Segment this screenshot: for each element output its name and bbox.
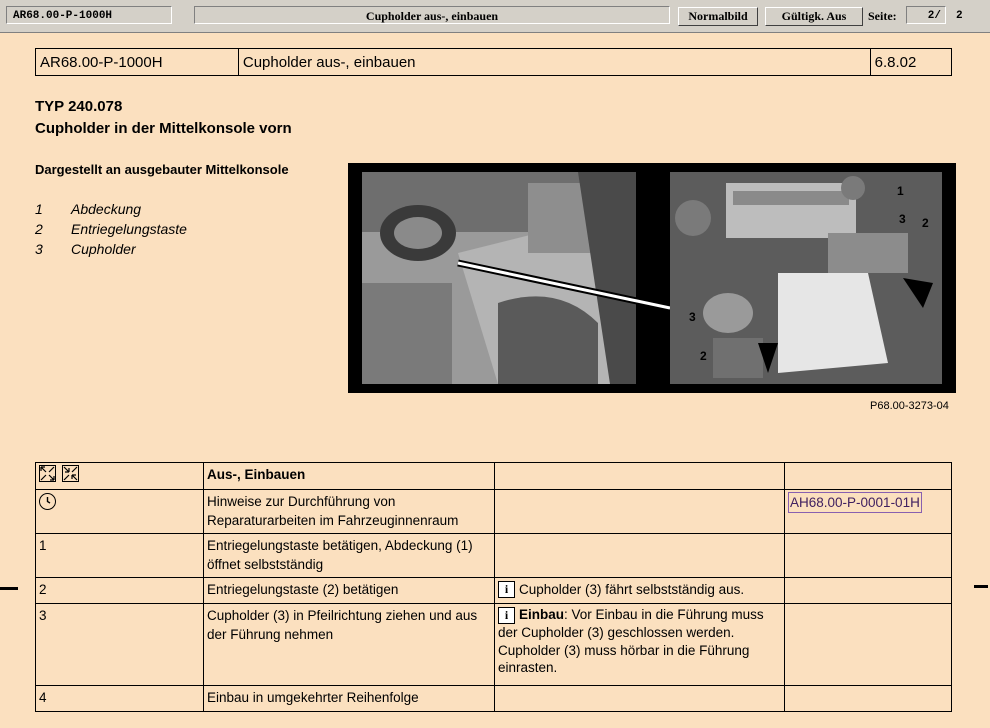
step-note: [495, 578, 785, 604]
figure-callout: 3: [899, 212, 906, 226]
step-note: [495, 534, 785, 578]
page-subtitle: Cupholder in der Mittelkonsole vorn: [35, 120, 292, 137]
legend-label: Entriegelungstaste: [71, 221, 187, 237]
header-version: 6.8.02: [870, 49, 951, 76]
table-row: [36, 490, 952, 534]
toolbar: [0, 0, 990, 33]
typ-line: TYP 240.078: [35, 98, 123, 115]
gueltigkeit-button[interactable]: Gültigk. Aus: [765, 7, 863, 26]
figure-caption: Dargestellt an ausgebauter Mittelkonsole: [35, 162, 289, 177]
page-label: Seite:: [868, 9, 897, 23]
step-number: 3: [36, 604, 204, 686]
header-title: Cupholder aus-, einbauen: [238, 49, 870, 76]
legend-label: Cupholder: [71, 241, 136, 257]
step-number: 4: [36, 686, 204, 712]
legend-number: 3: [35, 241, 43, 257]
hint-clock-icon: [39, 493, 56, 510]
step-number: 1: [36, 534, 204, 578]
page-current-field[interactable]: 2/: [906, 6, 946, 24]
console-photo: [670, 172, 942, 384]
step-note: [495, 604, 785, 686]
doc-id-field: AR68.00-P-1000H: [6, 6, 172, 24]
step-text: Einbau in umgekehrter Reihenfolge: [204, 686, 495, 712]
step-ref-cell: [785, 534, 952, 578]
note-text: Cupholder (3) fährt selbstständig aus.: [519, 582, 745, 597]
reference-link[interactable]: AH68.00-P-0001-01H: [788, 492, 922, 513]
page-total: 2: [956, 10, 963, 22]
step-ref-cell: [785, 604, 952, 686]
expand-all-icon[interactable]: [39, 465, 56, 482]
figure-callout: 1: [897, 184, 904, 198]
step-text: Entriegelungstaste (2) betätigen: [204, 578, 495, 604]
table-header-empty: [785, 463, 952, 490]
step-ref-cell: [785, 578, 952, 604]
step-note: [495, 686, 785, 712]
legend-number: 2: [35, 221, 43, 237]
step-ref-cell: [785, 490, 952, 534]
note-bold-label: Einbau: [519, 607, 565, 622]
table-row: [36, 686, 952, 712]
figure-legend: [35, 201, 187, 261]
legend-item: [35, 201, 187, 221]
step-cell: [36, 490, 204, 534]
note-text: : Vor Einbau in die Führung muss der Cupholder (3) geschlossen werden. Cupholder (3) muss hörbar in die Führung einrasten.: [498, 607, 764, 675]
step-text: Cupholder (3) in Pfeilrichtung ziehen und aus der Führung nehmen: [204, 604, 495, 686]
interior-photo: [362, 172, 636, 384]
info-icon: i: [498, 581, 515, 598]
info-icon: i: [498, 607, 515, 624]
table-row: [36, 604, 952, 686]
step-text: Hinweise zur Durchführung von Reparaturarbeiten im Fahrzeuginnenraum: [204, 490, 495, 534]
step-number: 2: [36, 578, 204, 604]
table-header-empty: [495, 463, 785, 490]
figure-number: P68.00-3273-04: [870, 400, 949, 412]
figure-callout: 3: [689, 310, 696, 324]
figure-callout: 2: [922, 216, 929, 230]
illustration-svg: [348, 163, 956, 393]
table-header-title: Aus-, Einbauen: [204, 463, 495, 490]
step-ref-cell: [785, 686, 952, 712]
left-margin-marker: [0, 587, 18, 590]
normalbild-button[interactable]: Normalbild: [678, 7, 758, 26]
collapse-all-icon[interactable]: [62, 465, 79, 482]
procedure-table: [35, 462, 952, 712]
legend-label: Abdeckung: [71, 201, 142, 217]
document-title-field: Cupholder aus-, einbauen: [194, 6, 670, 24]
table-header-row: [36, 463, 952, 490]
cupholder-illustration: [348, 163, 956, 393]
document-header-table: [35, 48, 952, 76]
step-note: [495, 490, 785, 534]
legend-item: [35, 221, 187, 241]
table-row: [36, 534, 952, 578]
scrollbar[interactable]: [974, 33, 990, 728]
table-row: [36, 578, 952, 604]
header-doc-id: AR68.00-P-1000H: [36, 49, 239, 76]
step-text: Entriegelungstaste betätigen, Abdeckung (1) öffnet selbstständig: [204, 534, 495, 578]
legend-number: 1: [35, 201, 43, 217]
expand-collapse-cell: [36, 463, 204, 490]
figure-callout: 2: [700, 349, 707, 363]
legend-item: [35, 241, 187, 261]
scroll-marker: [974, 585, 988, 588]
